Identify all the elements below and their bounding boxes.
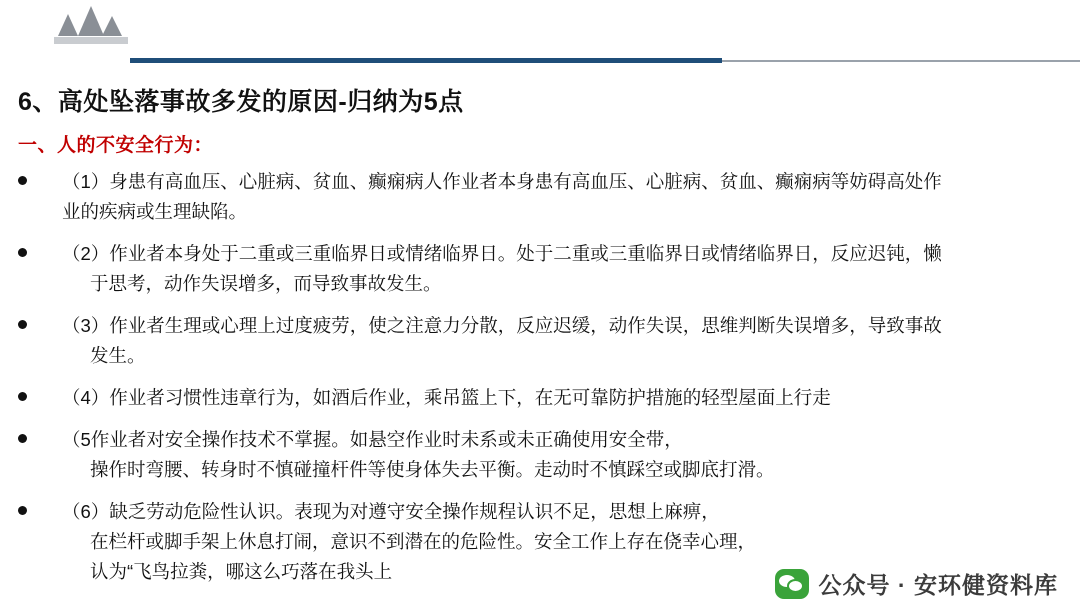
list-item — [0, 167, 1080, 227]
logo-peak-left — [58, 14, 78, 36]
page-title: 6、高处坠落事故多发的原因-归纳为5点 — [18, 88, 464, 116]
slide-body — [0, 70, 1080, 599]
bullet-line: 认为“飞鸟拉粪，哪这么巧落在我头上 — [90, 560, 393, 582]
logo-base-bar — [54, 37, 128, 44]
bullet-line: （3）作业者生理或心理上过度疲劳，使之注意力分散，反应迟缓，动作失误，思维判断失误增多，导致事故 — [62, 314, 942, 336]
watermark-label: 公众号 · 安环健资料库 — [818, 572, 1058, 598]
bullet-dot-icon — [18, 392, 27, 401]
bullet-dot-icon — [18, 506, 27, 515]
wechat-icon — [775, 569, 809, 599]
list-item — [0, 311, 1080, 371]
bullet-list — [0, 157, 1080, 587]
bullet-dot-icon — [18, 320, 27, 329]
list-item — [0, 425, 1080, 485]
list-item — [0, 383, 1080, 413]
bullet-line: （2）作业者本身处于二重或三重临界日或情绪临界日。处于二重或三重临界日或情绪临界日，反应迟钝，懒 — [62, 242, 942, 264]
list-item — [0, 239, 1080, 299]
header-rule-primary — [130, 58, 722, 63]
bullet-line: 操作时弯腰、转身时不慎碰撞杆件等使身体失去平衡。走动时不慎踩空或脚底打滑。 — [90, 458, 775, 480]
bullet-line: 在栏杆或脚手架上休息打闹，意识不到潜在的危险性。安全工作上存在侥幸心理， — [90, 530, 757, 552]
mountain-logo — [52, 4, 130, 50]
bullet-line: （6）缺乏劳动危险性认识。表现为对遵守安全操作规程认识不足，思想上麻痹， — [62, 500, 720, 522]
bullet-line: 于思考，动作失误增多，而导致事故发生。 — [90, 272, 442, 294]
bullet-dot-icon — [18, 434, 27, 443]
logo-peak-center — [78, 6, 104, 36]
header-rule-secondary — [722, 60, 1080, 62]
bullet-line: （1）身患有高血压、心脏病、贫血、癫痫病人作业者本身患有高血压、心脏病、贫血、癫痫病等妨碍高处作 — [62, 171, 942, 192]
bullet-dot-icon — [18, 176, 27, 185]
logo-peak-right — [102, 16, 122, 36]
bullet-line: 发生。 — [90, 344, 146, 366]
bullet-line: 业的疾病或生理缺陷。 — [62, 200, 248, 222]
bullet-line: （4）作业者习惯性违章行为，如酒后作业，乘吊篮上下，在无可靠防护措施的轻型屋面上行走 — [62, 386, 831, 408]
section-subtitle: 一、人的不安全行为： — [18, 135, 214, 156]
logo-mark — [52, 4, 130, 44]
watermark — [775, 567, 1058, 600]
bullet-line: （5作业者对安全操作技术不掌握。如悬空作业时未系或未正确使用安全带， — [62, 428, 683, 450]
bullet-dot-icon — [18, 248, 27, 257]
slide-header — [0, 0, 1080, 66]
